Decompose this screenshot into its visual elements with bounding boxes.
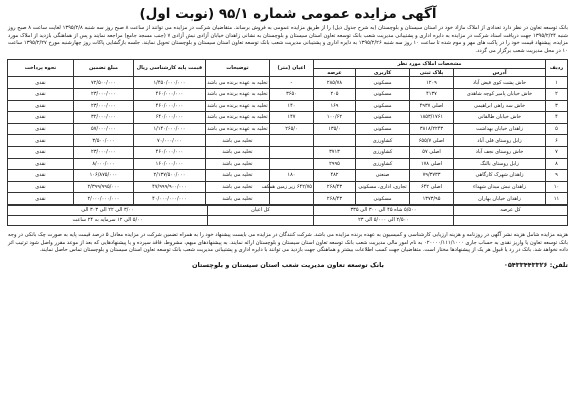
- summary-land-line2: ۲/۵۰۰ الی ۵/۰۰۰ الی ۲۳: [314, 215, 454, 225]
- cell-usage: مسکونی: [356, 100, 410, 112]
- cell-desc: تخلیه می باشد: [205, 158, 269, 170]
- header-description: توضیحات: [205, 60, 269, 77]
- cell-usage: مسکونی: [356, 123, 410, 135]
- header-building: اعیان (متر): [269, 60, 313, 77]
- table-row: [7, 88, 567, 100]
- cell-plaque: اصلی ۵۷: [410, 146, 454, 158]
- cell-deposit: ۲/۳۹۹/۹۹۵/۰۰۰: [73, 181, 133, 193]
- table-row: [7, 123, 567, 135]
- cell-building: ۳۶۵۰: [269, 88, 313, 100]
- cell-desc: تخلیه به عهده برنده می باشد: [205, 100, 269, 112]
- footer-phone: تلفن: ۰۵۴۳۳۴۴۳۳۲۶: [503, 260, 568, 269]
- cell-deposit: ۸/۰۰۰/۰۰۰: [73, 158, 133, 170]
- cell-base-price: ۱/۱۴۰/۰۰۰/۰۰۰: [133, 123, 205, 135]
- summary-built-line2: ۵/۰۰ الی ۱۲ سرمایه به ۲۴ ساعت: [8, 215, 208, 225]
- cell-desc: تخلیه می باشد: [205, 170, 269, 182]
- cell-plaque: اصلی ۱۷۸: [410, 158, 454, 170]
- cell-plaque: ۷۹/۳۷۳۳: [410, 170, 454, 182]
- cell-address: زاهدان خیابان بهاران: [454, 193, 546, 205]
- cell-usage: کشاورزی: [356, 135, 410, 147]
- cell-desc: تخلیه می باشد: [205, 135, 269, 147]
- footer-bank-name: بانک توسعه تعاون مدیریت شعب استان سیستان و بلوچستان: [192, 260, 384, 269]
- cell-row: ۲: [546, 88, 568, 100]
- cell-building: ۱۴۷: [269, 112, 313, 124]
- cell-base-price: ۴۶۰/۰۰۰/۰۰۰: [133, 100, 205, 112]
- summary-total-label: کل عرصه: [454, 205, 568, 215]
- summary-spacer: [208, 215, 314, 225]
- cell-usage: صنعتی: [356, 170, 410, 182]
- cell-payment: نقدی: [7, 158, 73, 170]
- cell-desc: تخلیه به عهده برنده می باشد: [205, 112, 269, 124]
- cell-deposit: ۳۲/۰۰۰/۰۰۰: [73, 112, 133, 124]
- header-deposit: مبلغ تضمین: [73, 60, 133, 77]
- cell-land: ۱۰۰/۶۲: [313, 112, 355, 124]
- notes-paragraph: هزینه مزایده شامل هزینه نشر آگهی در روزنامه و هزینه ارزیابی کارشناسی و کمیسیون به عهده برنده مزایده می باشد. شرکت کنندگان در مزایده می بایست پیشنهاد خود را به همراه تضمین شرکت در مزایده معادل ۵ درصد قیمت پایه به صورت چک بانکی در وجه بانک توسعه تعاون یا واریز نقدی به حساب جاری ۰۲۰۰۰۰/۱۱۱/۱۰۰۰ به نام امور مالی مدیریت شعب بانک توسعه تعاون استان سیستان و بلوچستان ارائه نمایند. به پیشنهادهای مبهم، مشروط، فاقد سپرده و یا پیشنهادهایی که بعد از موعد مقرر واصل شود ترتیب اثر داده نخواهد شد. بانک در رد یا قبول هر یک از پیشنهادها مختار است. متقاضیان جهت کسب اطلاعات بیشتر و هماهنگی جهت بازدید می توانند با دایره اداری و پشتیبانی مدیریت شعب بانک توسعه تعاون استان سیستان و بلوچستان تماس حاصل نمایند.: [8, 231, 568, 254]
- cell-payment: نقدی: [7, 181, 73, 193]
- cell-land: ۲۸۵/۷۸: [313, 77, 355, 89]
- cell-row: ۴: [546, 112, 568, 124]
- cell-usage: مسکونی: [356, 112, 410, 124]
- cell-plaque: اصلی ۶۴۲: [410, 181, 454, 193]
- header-land-area: عرصه: [313, 69, 355, 77]
- table-row: [7, 77, 567, 89]
- table-row: [7, 100, 567, 112]
- cell-plaque: ۱۸۵۳/۱۷۶۱: [410, 112, 454, 124]
- cell-row: ۳: [546, 100, 568, 112]
- cell-base-price: ۴۰/۰۰۰/۰۰۰/۰۰۰: [133, 193, 205, 205]
- cell-desc: تخلیه به عهده برنده می باشد: [205, 123, 269, 135]
- table-row: [7, 170, 567, 182]
- cell-deposit: ۱۰۶/۸۷۵/۰۰۰: [73, 170, 133, 182]
- summary-table: [7, 205, 568, 226]
- cell-building: [269, 158, 313, 170]
- property-table: [7, 59, 568, 205]
- cell-plaque: ۱۳۷۳/۹۵: [410, 193, 454, 205]
- table-row: [7, 112, 567, 124]
- header-row-number: ردیف: [546, 60, 568, 77]
- cell-base-price: ۴۶۰/۰۰۰/۰۰۰: [133, 88, 205, 100]
- cell-row: ۱۰: [546, 181, 568, 193]
- summary-built-line1: ۳/۰۰ الی ۲۲ الی ۳۰۳ الی: [8, 205, 208, 215]
- cell-building: ۶۴۲/۷۵ زیر زمین همکف: [269, 181, 313, 193]
- cell-land: ۲۰۵: [313, 88, 355, 100]
- cell-row: ۹: [546, 170, 568, 182]
- cell-base-price: ۲/۱۳۷/۵۰۰/۰۰۰: [133, 170, 205, 182]
- table-row: [7, 135, 567, 147]
- cell-usage: تجاری، اداری، مسکونی: [356, 181, 410, 193]
- cell-row: ۶: [546, 135, 568, 147]
- cell-land: ۴۸۲: [313, 170, 355, 182]
- cell-land: ۱۶۹: [313, 100, 355, 112]
- header-address: آدرس: [454, 69, 546, 77]
- cell-desc: تخلیه می باشد: [205, 146, 269, 158]
- cell-row: ۸: [546, 158, 568, 170]
- intro-paragraph: بانک توسعه تعاون در نظر دارد تعدادی از املاک مازاد خود در استان سیستان و بلوچستان (به شرح جدول ذیل) را از طریق مزایده عمومی به فروش برساند. متقاضیان شرکت در مزایده می توانند از ساعت ۸ صبح روز سه شنبه ۱۳۹۵/۲/۸ لغایت ساعت ۸ صبح روز شنبه ۱۳۹۵/۲/۲۴ جهت دریافت اسناد شرکت در مزایده به دایره اداری و پشتیبانی مدیریت شعب بانک توسعه تعاون استان سیستان و بلوچستان به نشانی زاهدان خیابان آزادی نبش آزادی ۷ (جنب مسجد جامع) مراجعه نمایند و پس از هماهنگی بازدید از املاک مورد مزایده، پیشنهاد قیمت خود را در پاکت های مهر و موم شده تا ساعت ۱۰ روز سه شنبه ۱۳۹۵/۲/۲۶ به دایره اداری و پشتیبانی مدیریت شعب بانک توسعه تعاون استان سیستان و بلوچستان تحویل نمایند. جلسه بازگشایی پاکات روز چهارشنبه مورخ ۱۳۹۵/۲/۲۷ ساعت ۱۰ در محل مدیریت شعب برگزار می گردد.: [8, 25, 568, 54]
- header-property-specs: مشخصات املاک مورد نظر: [313, 60, 545, 69]
- cell-address: خاش روستای نجف آباد: [454, 146, 546, 158]
- cell-address: زاهدان شهرک کارگاهی: [454, 170, 546, 182]
- cell-plaque: ۳۸۱۸/۲۲۴۳: [410, 123, 454, 135]
- cell-payment: نقدی: [7, 100, 73, 112]
- cell-row: ۱۱: [546, 193, 568, 205]
- cell-address: زاهدان خیابان بهداشت: [454, 123, 546, 135]
- cell-payment: نقدی: [7, 123, 73, 135]
- cell-deposit: ۲/۰۰۰/۰۰۰/۰۰۰: [73, 193, 133, 205]
- header-base-price: قیمت پایه کارشناسی ریال: [133, 60, 205, 77]
- cell-land: ۲۹۹۵: [313, 158, 355, 170]
- cell-payment: نقدی: [7, 135, 73, 147]
- cell-address: خاش خیابان طالقانی: [454, 112, 546, 124]
- notice-title: آگهی مزایده عمومی شماره ۹۵/۱ (نوبت اول): [139, 6, 437, 22]
- cell-deposit: ۷۲/۵۰۰/۰۰۰: [73, 77, 133, 89]
- cell-address: خاش پشت کوی فیض آباد: [454, 77, 546, 89]
- cell-land: ۲۶۸/۴۳: [313, 193, 355, 205]
- cell-address: خاش خیابان پامیر کوچه شاهدی: [454, 88, 546, 100]
- cell-plaque: اصلی ۶۵۵/۷: [410, 135, 454, 147]
- cell-payment: نقدی: [7, 77, 73, 89]
- cell-land: [313, 135, 355, 147]
- table-row: [7, 158, 567, 170]
- cell-building: ۲۶۵/۰: [269, 123, 313, 135]
- cell-plaque: ۱۲۰۹: [410, 77, 454, 89]
- cell-base-price: ۴۷/۹۹۹/۹۰۰/۰۰۰: [133, 181, 205, 193]
- cell-usage: مسکونی: [356, 77, 410, 89]
- cell-desc: تخلیه می باشد: [205, 193, 269, 205]
- cell-payment: نقدی: [7, 193, 73, 205]
- cell-address: زابل روستای بالنگ: [454, 158, 546, 170]
- cell-land: ۱۳۵/۰: [313, 123, 355, 135]
- cell-base-price: ۴۶۰/۰۰۰/۰۰۰: [133, 146, 205, 158]
- cell-base-price: ۶۴۰/۰۰۰/۰۰۰: [133, 112, 205, 124]
- header-usage: کاربری: [356, 69, 410, 77]
- cell-row: ۱: [546, 77, 568, 89]
- cell-payment: نقدی: [7, 112, 73, 124]
- cell-usage: مسکونی: [356, 88, 410, 100]
- cell-building: [269, 193, 313, 205]
- cell-row: ۷: [546, 146, 568, 158]
- cell-building: [269, 135, 313, 147]
- cell-payment: نقدی: [7, 170, 73, 182]
- cell-usage: کشاورزی: [356, 158, 410, 170]
- summary-spacer: [454, 215, 568, 225]
- cell-desc: تخلیه به عهده برنده می باشد: [205, 77, 269, 89]
- summary-land-line1: ۵/۵۰۰ شاه ۴۵ الی ۳۰۰ الی ۳۳۵: [314, 205, 454, 215]
- cell-desc: تخلیه می باشد: [205, 181, 269, 193]
- cell-deposit: ۲۳/۰۰۰/۰۰۰: [73, 88, 133, 100]
- cell-address: خاش سه راهی ابراهیمی: [454, 100, 546, 112]
- cell-deposit: ۲۳/۰۰۰/۰۰۰: [73, 100, 133, 112]
- cell-building: ۱۴۰: [269, 100, 313, 112]
- cell-payment: نقدی: [7, 88, 73, 100]
- cell-address: زاهدان نبش میدان شهداء: [454, 181, 546, 193]
- cell-deposit: ۲۳/۰۰۰/۰۰۰: [73, 146, 133, 158]
- cell-base-price: ۱۶۰/۰۰۰/۰۰۰: [133, 158, 205, 170]
- cell-deposit: ۵۷/۰۰۰/۰۰۰: [73, 123, 133, 135]
- cell-deposit: ۳/۵۰۰/۰۰۰: [73, 135, 133, 147]
- table-row: [7, 181, 567, 193]
- cell-base-price: ۱/۴۵۰/۰۰۰/۰۰۰: [133, 77, 205, 89]
- cell-building: -: [269, 77, 313, 89]
- table-row: [7, 146, 567, 158]
- table-row: [7, 193, 567, 205]
- cell-plaque: ۴۱۳۷: [410, 88, 454, 100]
- cell-land: ۳۷۱۳: [313, 146, 355, 158]
- cell-building: ۱۸۰: [269, 170, 313, 182]
- cell-land: ۲۶۸/۴۳: [313, 181, 355, 193]
- cell-plaque: اصلی ۴۹۳۷: [410, 100, 454, 112]
- cell-payment: نقدی: [7, 146, 73, 158]
- cell-address: زابل روستای قلی آباد: [454, 135, 546, 147]
- cell-usage: کشاورزی: [356, 146, 410, 158]
- cell-desc: تخلیه به عهده برنده می باشد: [205, 88, 269, 100]
- header-plaque: پلاک ثبتی: [410, 69, 454, 77]
- header-payment: نحوه پرداخت: [7, 60, 73, 77]
- cell-base-price: ۷۰/۰۰۰/۰۰۰: [133, 135, 205, 147]
- cell-row: ۵: [546, 123, 568, 135]
- summary-built-label: کل اعیان: [208, 205, 314, 215]
- cell-building: [269, 146, 313, 158]
- cell-usage: مسکونی: [356, 193, 410, 205]
